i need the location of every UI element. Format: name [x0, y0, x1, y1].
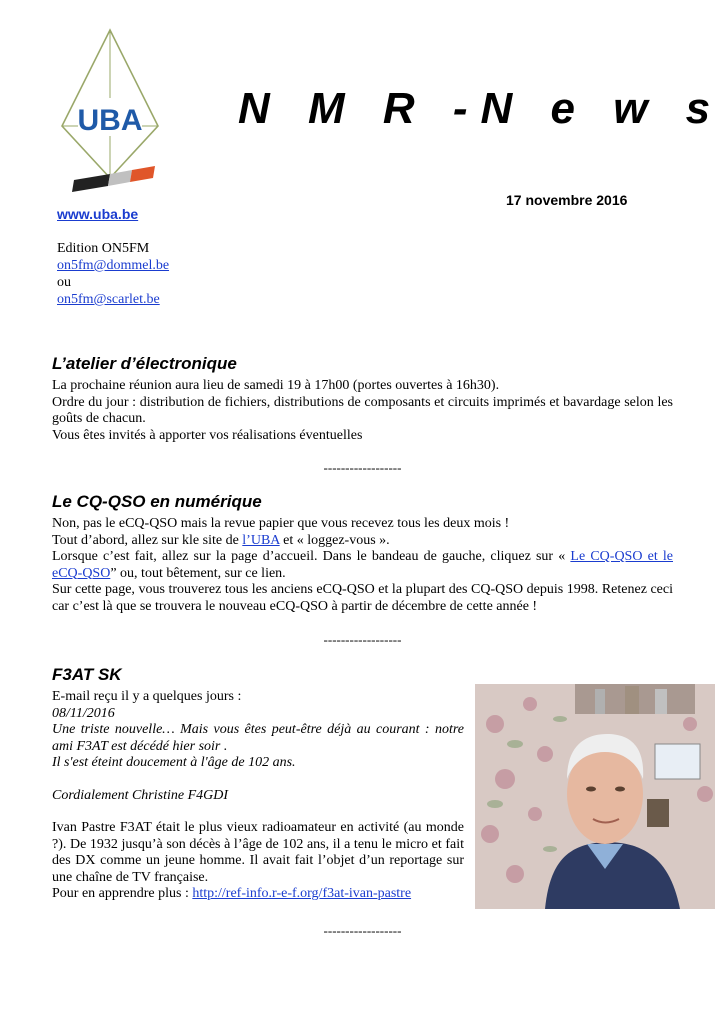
email-date: 08/11/2016 [52, 705, 115, 721]
email-link-dommel[interactable]: on5fm@dommel.be [57, 258, 170, 273]
section-atelier [52, 354, 673, 444]
email-signature: Cordialement Christine F4GDI [52, 787, 229, 803]
paragraph: La prochaine réunion aura lieu de samedi 19 à 17h00 (portes ouvertes à 16h30). [52, 378, 500, 393]
uba-site-link[interactable]: www.uba.be [57, 206, 139, 222]
f3at-article-link[interactable]: http://ref-info.r-e-f.org/f3at-ivan-pastre [192, 886, 412, 901]
section-title: Le CQ-QSO en numérique [52, 492, 262, 511]
paragraph: Vous êtes invités à apporter vos réalisations éventuelles [52, 427, 363, 443]
portrait-image [475, 684, 715, 909]
issue-date: 17 novembre 2016 [506, 192, 628, 208]
paragraph: Ordre du jour : distribution de fichiers, distributions de composants et circuits imprimés et bavardage selon les goûts de chacun. [52, 394, 673, 426]
section-title: F3AT SK [52, 665, 122, 684]
text: ” ou, tout bêtement, sur ce lien. [110, 565, 286, 581]
edition-block [57, 240, 169, 308]
cqqso-link[interactable]: Le CQ-QSO et le eCQ-QSO [52, 549, 673, 581]
paragraph: Non, pas le eCQ-QSO mais la revue papier que vous recevez tous les deux mois ! [52, 516, 510, 531]
edition-or: ou [57, 275, 71, 290]
text: Lorsque c’est fait, allez sur la page d’accueil. Dans le bandeau de gauche, cliquez sur « [52, 549, 571, 564]
separator: ------------------ [323, 923, 402, 938]
email-link-scarlet[interactable]: on5fm@scarlet.be [57, 292, 160, 307]
text: Pour en apprendre plus : [52, 886, 193, 901]
section-title: L’atelier d’électronique [52, 354, 237, 373]
paragraph: Sur cette page, vous trouverez tous les anciens eCQ-QSO et la plupart des CQ-QSO depuis 1998. Retenez ceci car c’est là que se trouvera le nouveau eCQ-QSO à partir de décembre de cette année ! [52, 582, 673, 614]
separator: ------------------ [323, 460, 402, 475]
separator: ------------------ [323, 632, 402, 647]
email-quote: Une triste nouvelle… Mais vous êtes peut-être déjà au courant : notre ami F3AT est décédé hier soir . [52, 722, 464, 754]
text: Tout d’abord, allez sur kle site de [52, 532, 243, 548]
uba-logo [60, 28, 160, 198]
logo-text: UBA [77, 104, 143, 137]
section-f3at [52, 665, 464, 903]
edition-line: Edition ON5FM [57, 241, 150, 256]
email-quote: Il s'est éteint doucement à l'âge de 102 ans. [52, 755, 296, 770]
paragraph: E-mail reçu il y a quelques jours : [52, 689, 242, 704]
f3at-photo [475, 684, 715, 909]
paragraph [52, 886, 464, 903]
section-cqqso [52, 492, 673, 615]
newsletter-title: N M R -N e w s [238, 84, 724, 133]
uba-link[interactable]: l’UBA [242, 532, 280, 548]
text: et « loggez-vous ». [279, 532, 390, 548]
paragraph [52, 549, 673, 582]
paragraph [52, 533, 673, 550]
uba-logo-icon [60, 28, 160, 198]
paragraph: Ivan Pastre F3AT était le plus vieux radioamateur en activité (au monde ?). De 1932 jusqu’à son décès à l’âge de 102 ans, il a tenu le micro et fait des DX comme un jeune homme. Il avait fait l’objet d’un reportage sur une chaîne de TV française. [52, 820, 464, 885]
